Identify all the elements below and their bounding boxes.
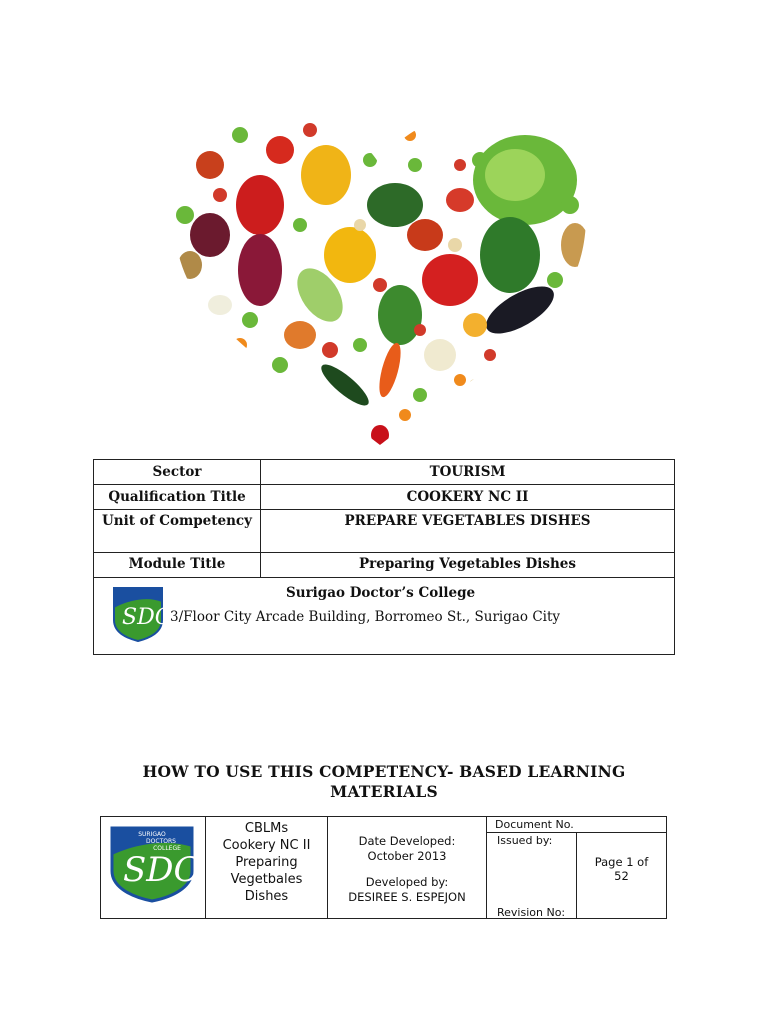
document-control-table: [100, 816, 667, 919]
module-label: Module Title: [94, 553, 261, 577]
college-address: 3/Floor City Arcade Building, Borromeo St., Surigao City: [170, 608, 561, 625]
developed-by-value: DESIREE S. ESPEJON: [348, 890, 466, 904]
date-developed-value: October 2013: [367, 849, 447, 863]
cblm-line: Cookery NC II: [222, 838, 311, 853]
vegetable-heart-image: [160, 105, 600, 450]
sector-row: [94, 460, 675, 485]
cblm-line: Vegetbales: [230, 872, 303, 887]
cblm-line: Preparing: [235, 855, 298, 870]
revision-no-label: Revision No:: [497, 906, 566, 919]
unit-label: Unit of Competency: [94, 510, 261, 553]
svg-text:SDC: SDC: [123, 850, 200, 890]
issued-revision-cell: [487, 833, 577, 919]
svg-text:SDC: SDC: [122, 604, 172, 630]
qualification-row: [94, 485, 675, 510]
page-number-line-1: Page 1 of: [594, 855, 649, 869]
footer-logo-cell: [101, 817, 206, 919]
college-logo-large: [109, 825, 200, 903]
svg-text:SURIGAO: SURIGAO: [138, 831, 166, 838]
sector-value: TOURISM: [261, 460, 675, 485]
cblm-title-cell: [206, 817, 328, 919]
svg-text:DOCTORS: DOCTORS: [146, 838, 176, 845]
college-name: Surigao Doctor’s College: [286, 584, 476, 601]
issued-by-label: Issued by:: [497, 834, 553, 847]
college-logo: [112, 586, 172, 642]
heading-line-1: HOW TO USE THIS COMPETENCY- BASED LEARNING: [142, 762, 626, 781]
module-info-table: [93, 459, 675, 655]
date-developed-cell: [328, 817, 487, 919]
date-developed-label: Date Developed:: [358, 834, 456, 848]
heading-line-2: MATERIALS: [330, 782, 438, 801]
cblm-line: CBLMs: [244, 821, 289, 836]
document-no-label: Document No.: [487, 817, 667, 833]
svg-text:COLLEGE: COLLEGE: [153, 845, 181, 852]
unit-row: [94, 510, 675, 553]
page-number-cell: [577, 833, 667, 919]
qualification-value: COOKERY NC II: [261, 485, 675, 510]
page-number-line-2: 52: [614, 869, 629, 883]
unit-value: PREPARE VEGETABLES DISHES: [261, 510, 675, 553]
developed-by-label: Developed by:: [365, 875, 449, 889]
college-block: [94, 578, 674, 654]
module-value: Preparing Vegetables Dishes: [261, 553, 675, 577]
module-row: [94, 553, 675, 577]
qualification-label: Qualification Title: [94, 485, 261, 510]
college-row: [94, 577, 675, 654]
sector-label: Sector: [94, 460, 261, 485]
page-heading: [100, 762, 668, 802]
cblm-line: Dishes: [244, 889, 289, 904]
